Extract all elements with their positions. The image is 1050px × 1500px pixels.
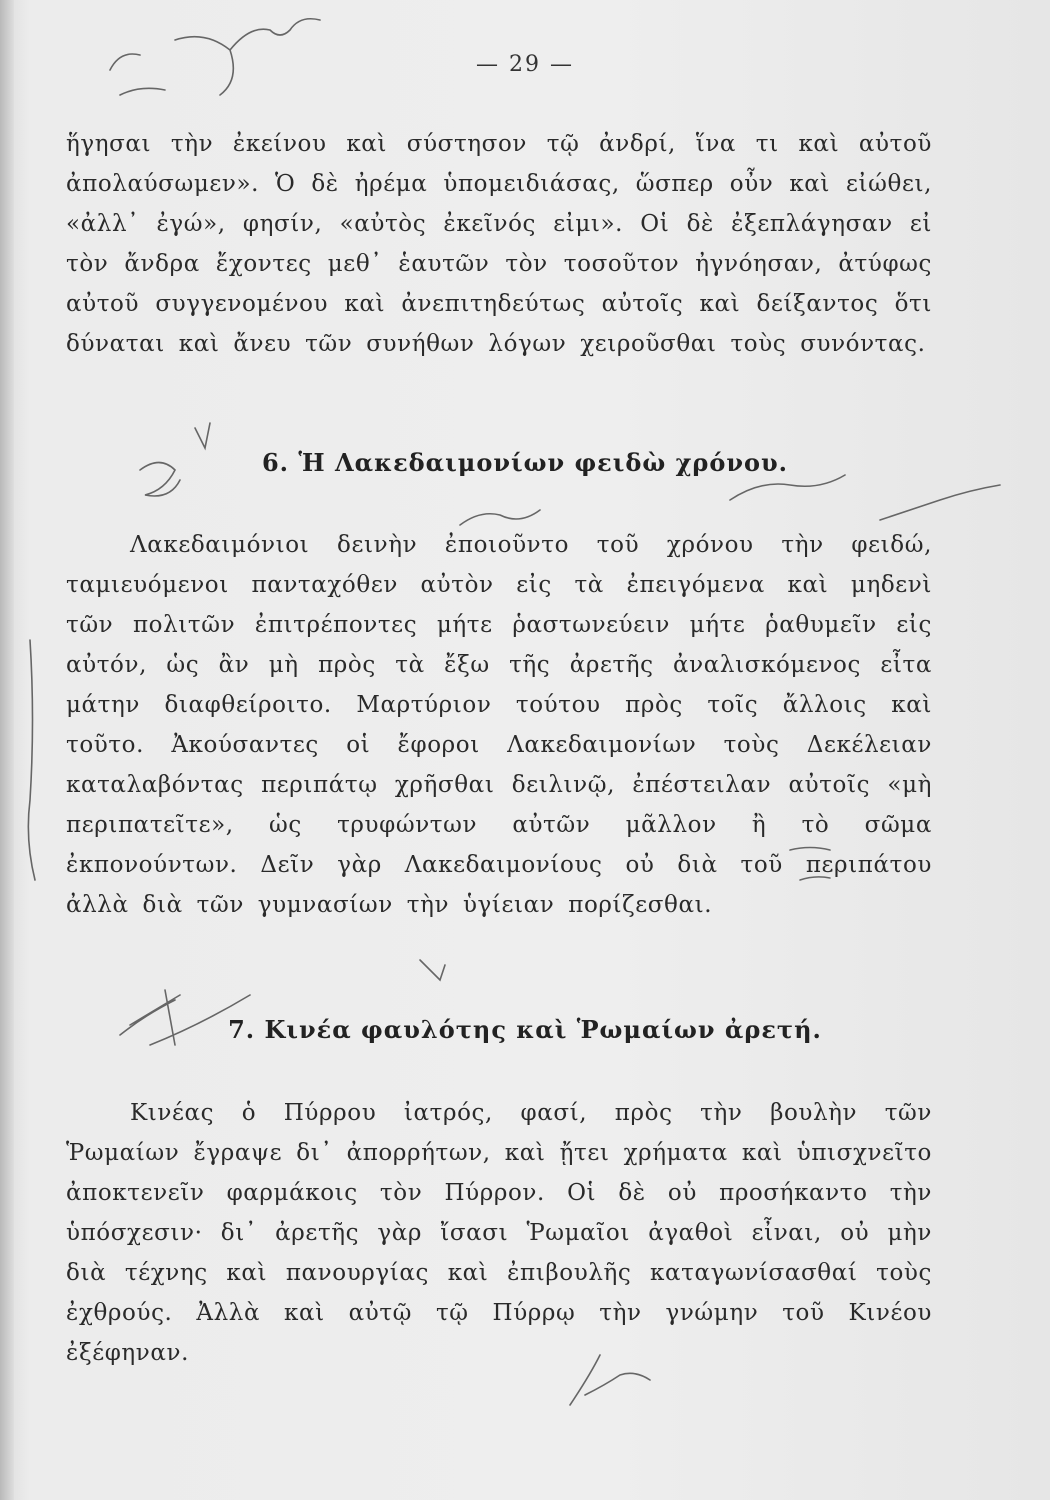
paragraph-text: Κινέας ὁ Πύρρου ἰατρός, φασί, πρὸς τὴν βουλὴν τῶν Ῥωμαίων ἔγραψε δι᾽ ἀπορρήτων, καὶ ᾔτει χρήματα καὶ ὑπισχνεῖτο ἀποκτενεῖν φαρμάκοις τὸν Πύρρον. Οἱ δὲ οὐ προσήκαντο τὴν ὑπόσχεσιν· δι᾽ ἀρετῆς γὰρ ἴσασι Ῥωμαῖοι ἀγαθοὶ εἶναι, οὐ μὴν διὰ τέχνης καὶ πανουργίας καὶ ἐπιβουλῆς καταγωνίσασθαί τοὺς ἐχθρούς. Ἀλλὰ καὶ αὐτῷ τῷ Πύρρῳ τὴν γνώμην τοῦ Κινέου ἐξέφηναν. (66, 1100, 932, 1366)
section-body-6 (66, 525, 932, 925)
paragraph-text: ἥγησαι τὴν ἐκείνου καὶ σύστησον τῷ ἀνδρί, ἵνα τι καὶ αὐτοῦ ἀπολαύσωμεν». Ὁ δὲ ἠρέμα ὑπομειδιάσας, ὥσπερ οὖν καὶ εἰώθει, «ἀλλ᾽ ἐγώ», φησίν, «αὐτὸς ἐκεῖνός εἰμι». Οἱ δὲ ἐξεπλάγησαν εἰ τὸν ἄνδρα ἔχοντες μεθ᾽ ἑαυτῶν τὸν τοσοῦτον ἠγνόησαν, ἀτύφως αὐτοῦ συγγενομένου καὶ ἀνεπιτηδεύτως αὐτοῖς καὶ δείξαντος ὅτι δύναται καὶ ἄνευ τῶν συνήθων λόγων χειροῦσθαι τοὺς συνόντας. (66, 131, 932, 357)
section-body-7 (66, 1093, 932, 1373)
paragraph-continuation (66, 124, 932, 364)
page-number: — 29 — (476, 52, 574, 77)
section-heading-6: 6. Ἡ Λακεδαιμονίων φειδὼ χρόνου. (261, 448, 789, 477)
paragraph-text: Λακεδαιμόνιοι δεινὴν ἐποιοῦντο τοῦ χρόνου τὴν φειδώ, ταμιευόμενοι πανταχόθεν αὐτὸν εἰς τὰ ἐπειγόμενα καὶ μηδενὶ τῶν πολιτῶν ἐπιτρέποντες μήτε ῥαστωνεύειν μήτε ῥαθυμεῖν εἰς αὐτόν, ὡς ἂν μὴ πρὸς τὰ ἔξω τῆς ἀρετῆς ἀναλισκόμενος εἶτα μάτην διαφθείροιτο. Μαρτύριον τούτου πρὸς τοῖς ἄλλοις καὶ τοῦτο. Ἀκούσαντες οἱ ἔφοροι Λακεδαιμονίων τοὺς Δεκέλειαν καταλαβόντας περιπάτῳ χρῆσθαι δειλινῷ, ἐπέστειλαν αὐτοῖς «μὴ περιπατεῖτε», ὡς τρυφώντων αὐτῶν μᾶλλον ἢ τὸ σῶμα ἐκπονούντων. Δεῖν γὰρ Λακεδαιμονίους οὐ διὰ τοῦ περιπάτου ἀλλὰ διὰ τῶν γυμνασίων τὴν ὑγίειαν πορίζεσθαι. (66, 532, 932, 918)
section-heading-7: 7. Κινέα φαυλότης καὶ Ῥωμαίων ἀρετή. (228, 1015, 822, 1044)
